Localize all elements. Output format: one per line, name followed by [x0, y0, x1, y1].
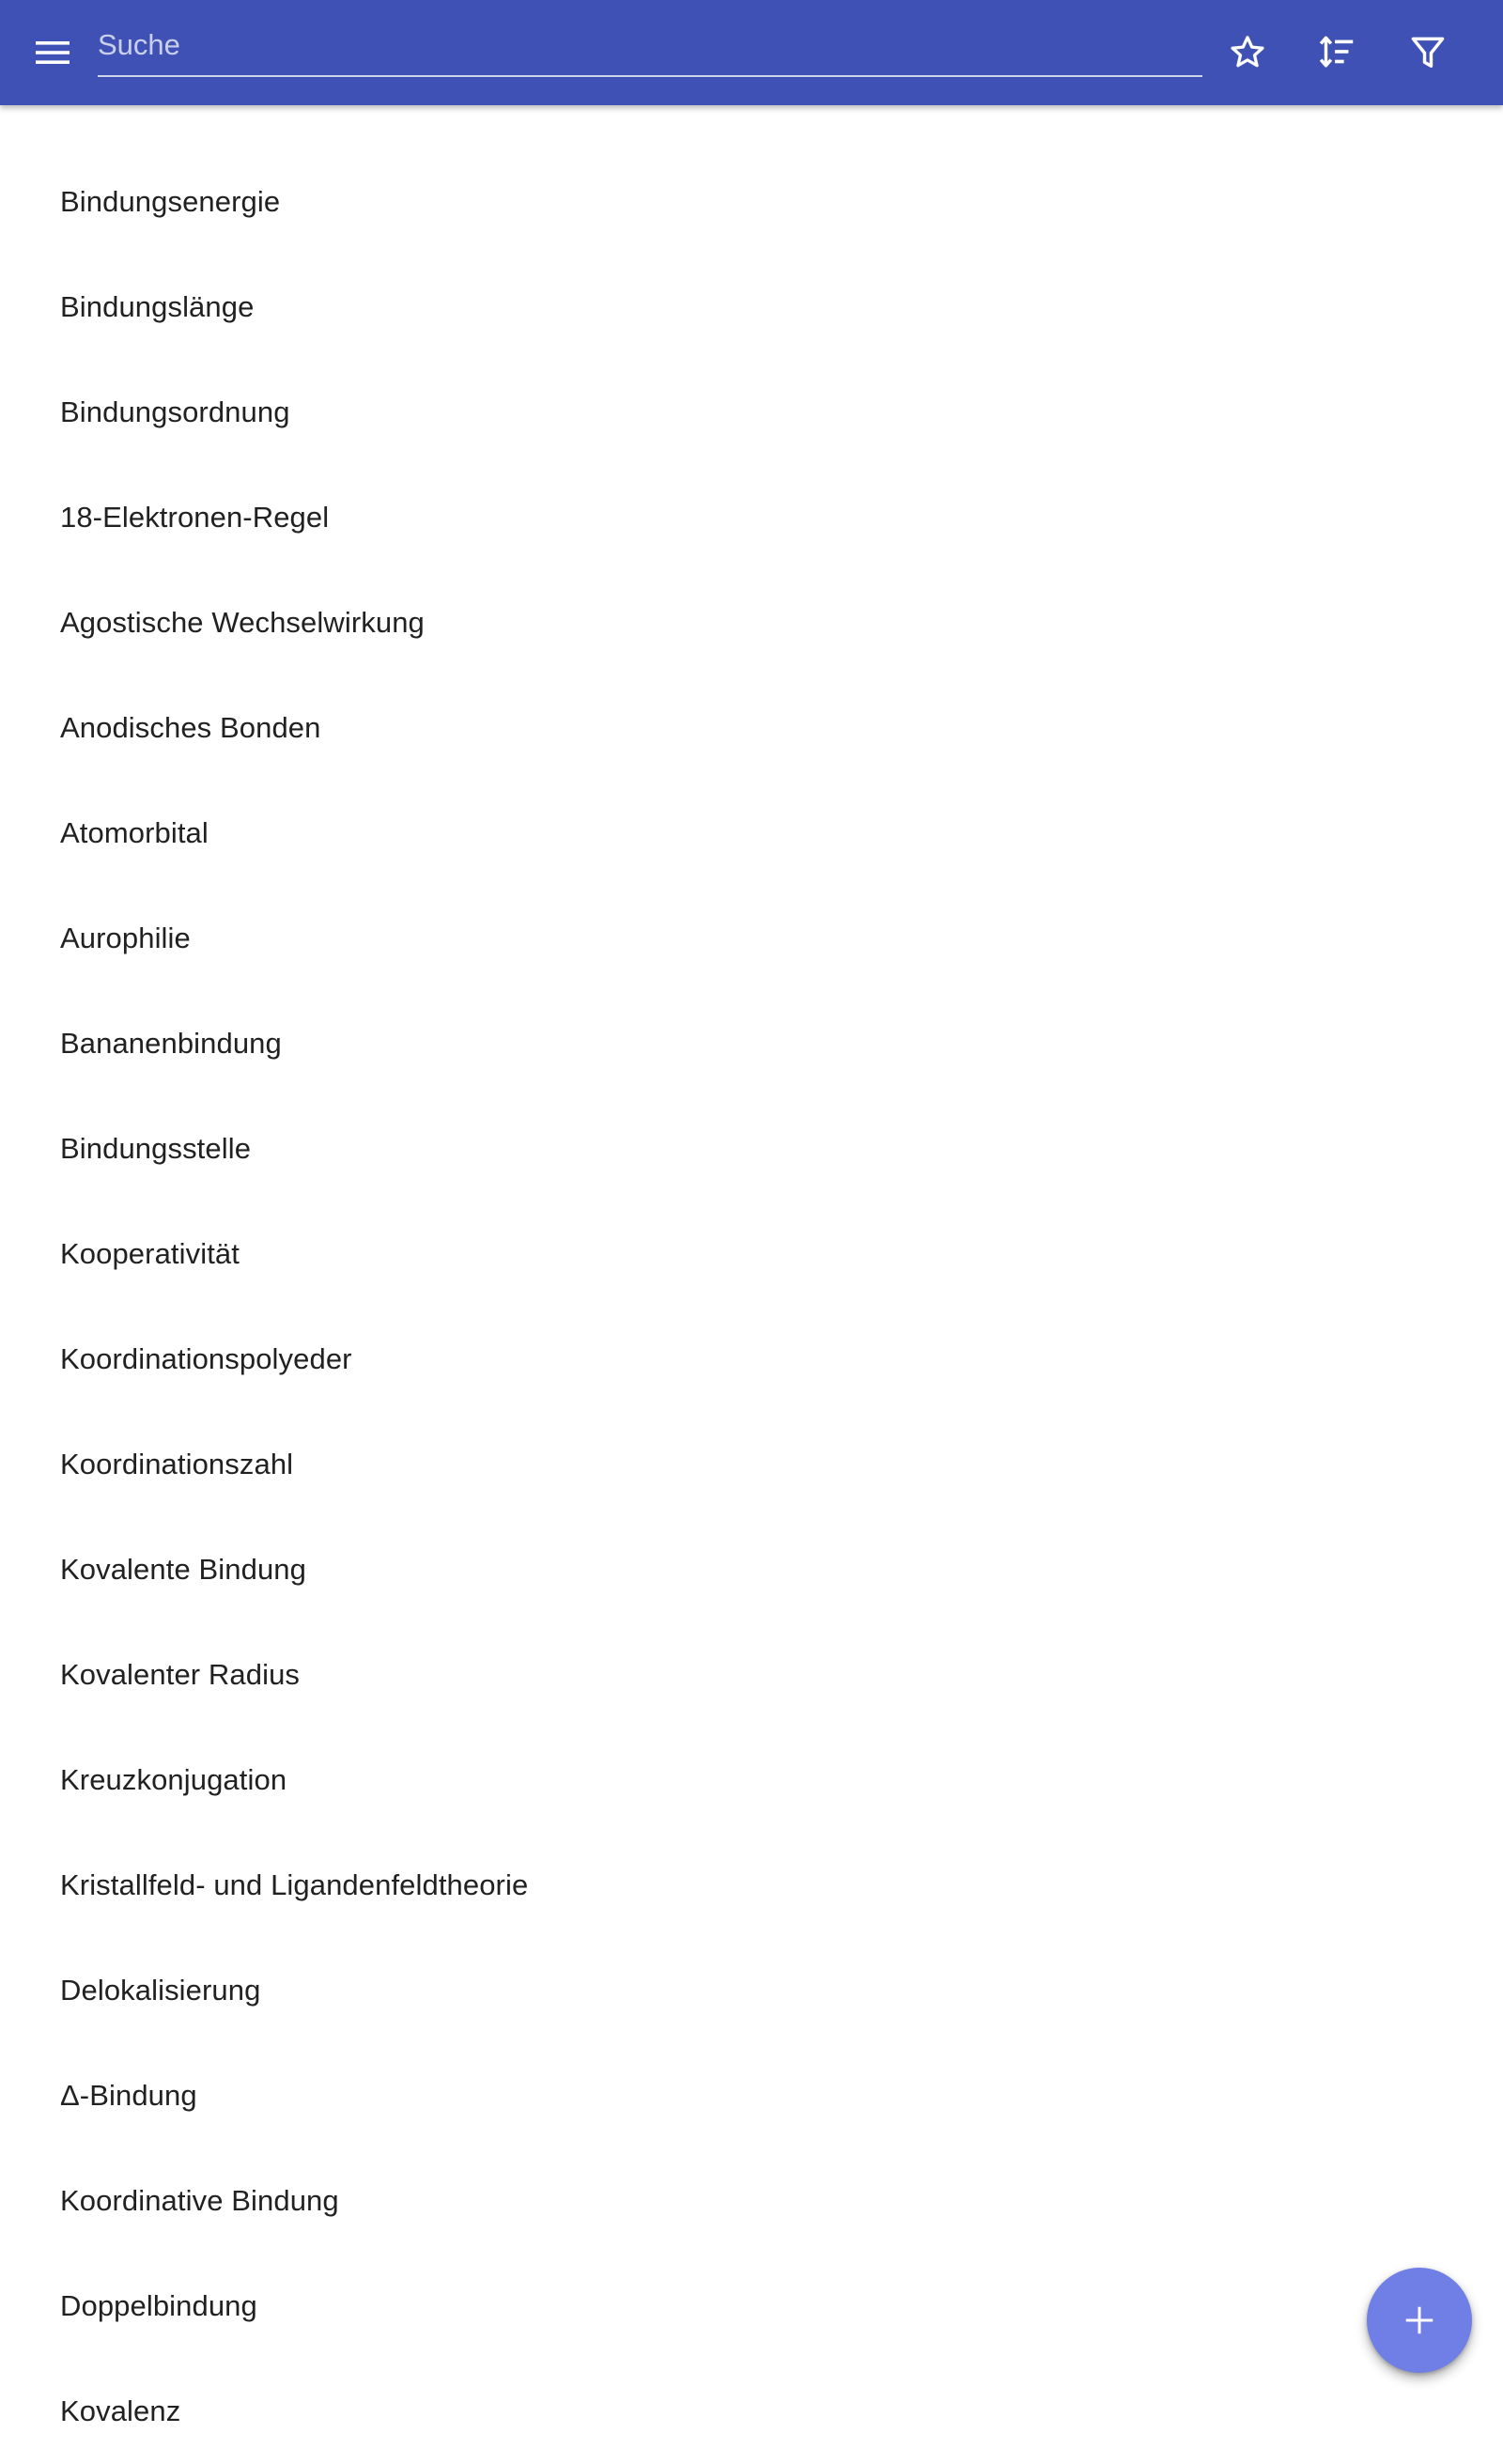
list-item[interactable] [0, 255, 1503, 360]
list-item-label: 18-Elektronen-Regel [60, 501, 330, 534]
list-item-label: Bindungsstelle [60, 1132, 252, 1165]
list-item[interactable] [0, 1307, 1503, 1412]
list-item[interactable] [0, 1412, 1503, 1517]
star-outline-icon[interactable] [1217, 23, 1278, 83]
list-item-label: Kovalenz [60, 2394, 181, 2427]
list-item[interactable] [0, 2148, 1503, 2254]
list-item-label: Kreuzkonjugation [60, 1763, 287, 1796]
list-item-label: Doppelbindung [60, 2289, 257, 2322]
list-item[interactable] [0, 465, 1503, 570]
app-toolbar [0, 0, 1503, 105]
list-item[interactable] [0, 886, 1503, 991]
list-item-label: Kristallfeld- und Ligandenfeldtheorie [60, 1868, 529, 1901]
list-item-label: Aurophilie [60, 922, 191, 954]
sort-icon[interactable] [1307, 23, 1367, 83]
list-item[interactable] [0, 149, 1503, 255]
list-item[interactable] [0, 1622, 1503, 1728]
list-item[interactable] [0, 1517, 1503, 1622]
list-item-label: Bindungsenergie [60, 185, 281, 218]
search-field [98, 17, 1202, 77]
list-item-label: Koordinative Bindung [60, 2184, 339, 2217]
list-item-label: Kovalente Bindung [60, 1553, 306, 1586]
list-item-label: Anodisches Bonden [60, 711, 321, 744]
add-button[interactable] [1367, 2268, 1472, 2373]
list-item-label: Δ-Bindung [60, 2079, 197, 2112]
filter-icon[interactable] [1398, 23, 1458, 83]
list-item-label: Atomorbital [60, 816, 209, 849]
list-item[interactable] [0, 1833, 1503, 1938]
list-item[interactable] [0, 1938, 1503, 2043]
list-item-label: Bindungsordnung [60, 395, 290, 428]
list-item[interactable] [0, 1201, 1503, 1307]
term-list [0, 105, 1503, 2464]
list-item[interactable] [0, 1728, 1503, 1833]
list-item-label: Bananenbindung [60, 1027, 282, 1060]
search-input[interactable] [98, 17, 1202, 73]
list-item-label: Koordinationszahl [60, 1448, 294, 1480]
list-item[interactable] [0, 570, 1503, 675]
list-item[interactable] [0, 781, 1503, 886]
list-item-label: Kooperativität [60, 1237, 240, 1270]
list-item[interactable] [0, 675, 1503, 781]
list-item-label: Delokalisierung [60, 1974, 261, 2007]
list-item[interactable] [0, 2254, 1503, 2359]
list-item-label: Kovalenter Radius [60, 1658, 301, 1691]
list-item[interactable] [0, 2043, 1503, 2148]
list-item-label: Bindungslänge [60, 290, 255, 323]
list-item[interactable] [0, 360, 1503, 465]
list-item-label: Agostische Wechselwirkung [60, 606, 425, 639]
list-item-label: Koordinationspolyeder [60, 1342, 352, 1375]
list-item[interactable] [0, 991, 1503, 1096]
list-item[interactable] [0, 2359, 1503, 2464]
hamburger-menu-icon[interactable] [24, 23, 81, 83]
add-icon [1402, 2303, 1436, 2337]
list-item[interactable] [0, 1096, 1503, 1201]
